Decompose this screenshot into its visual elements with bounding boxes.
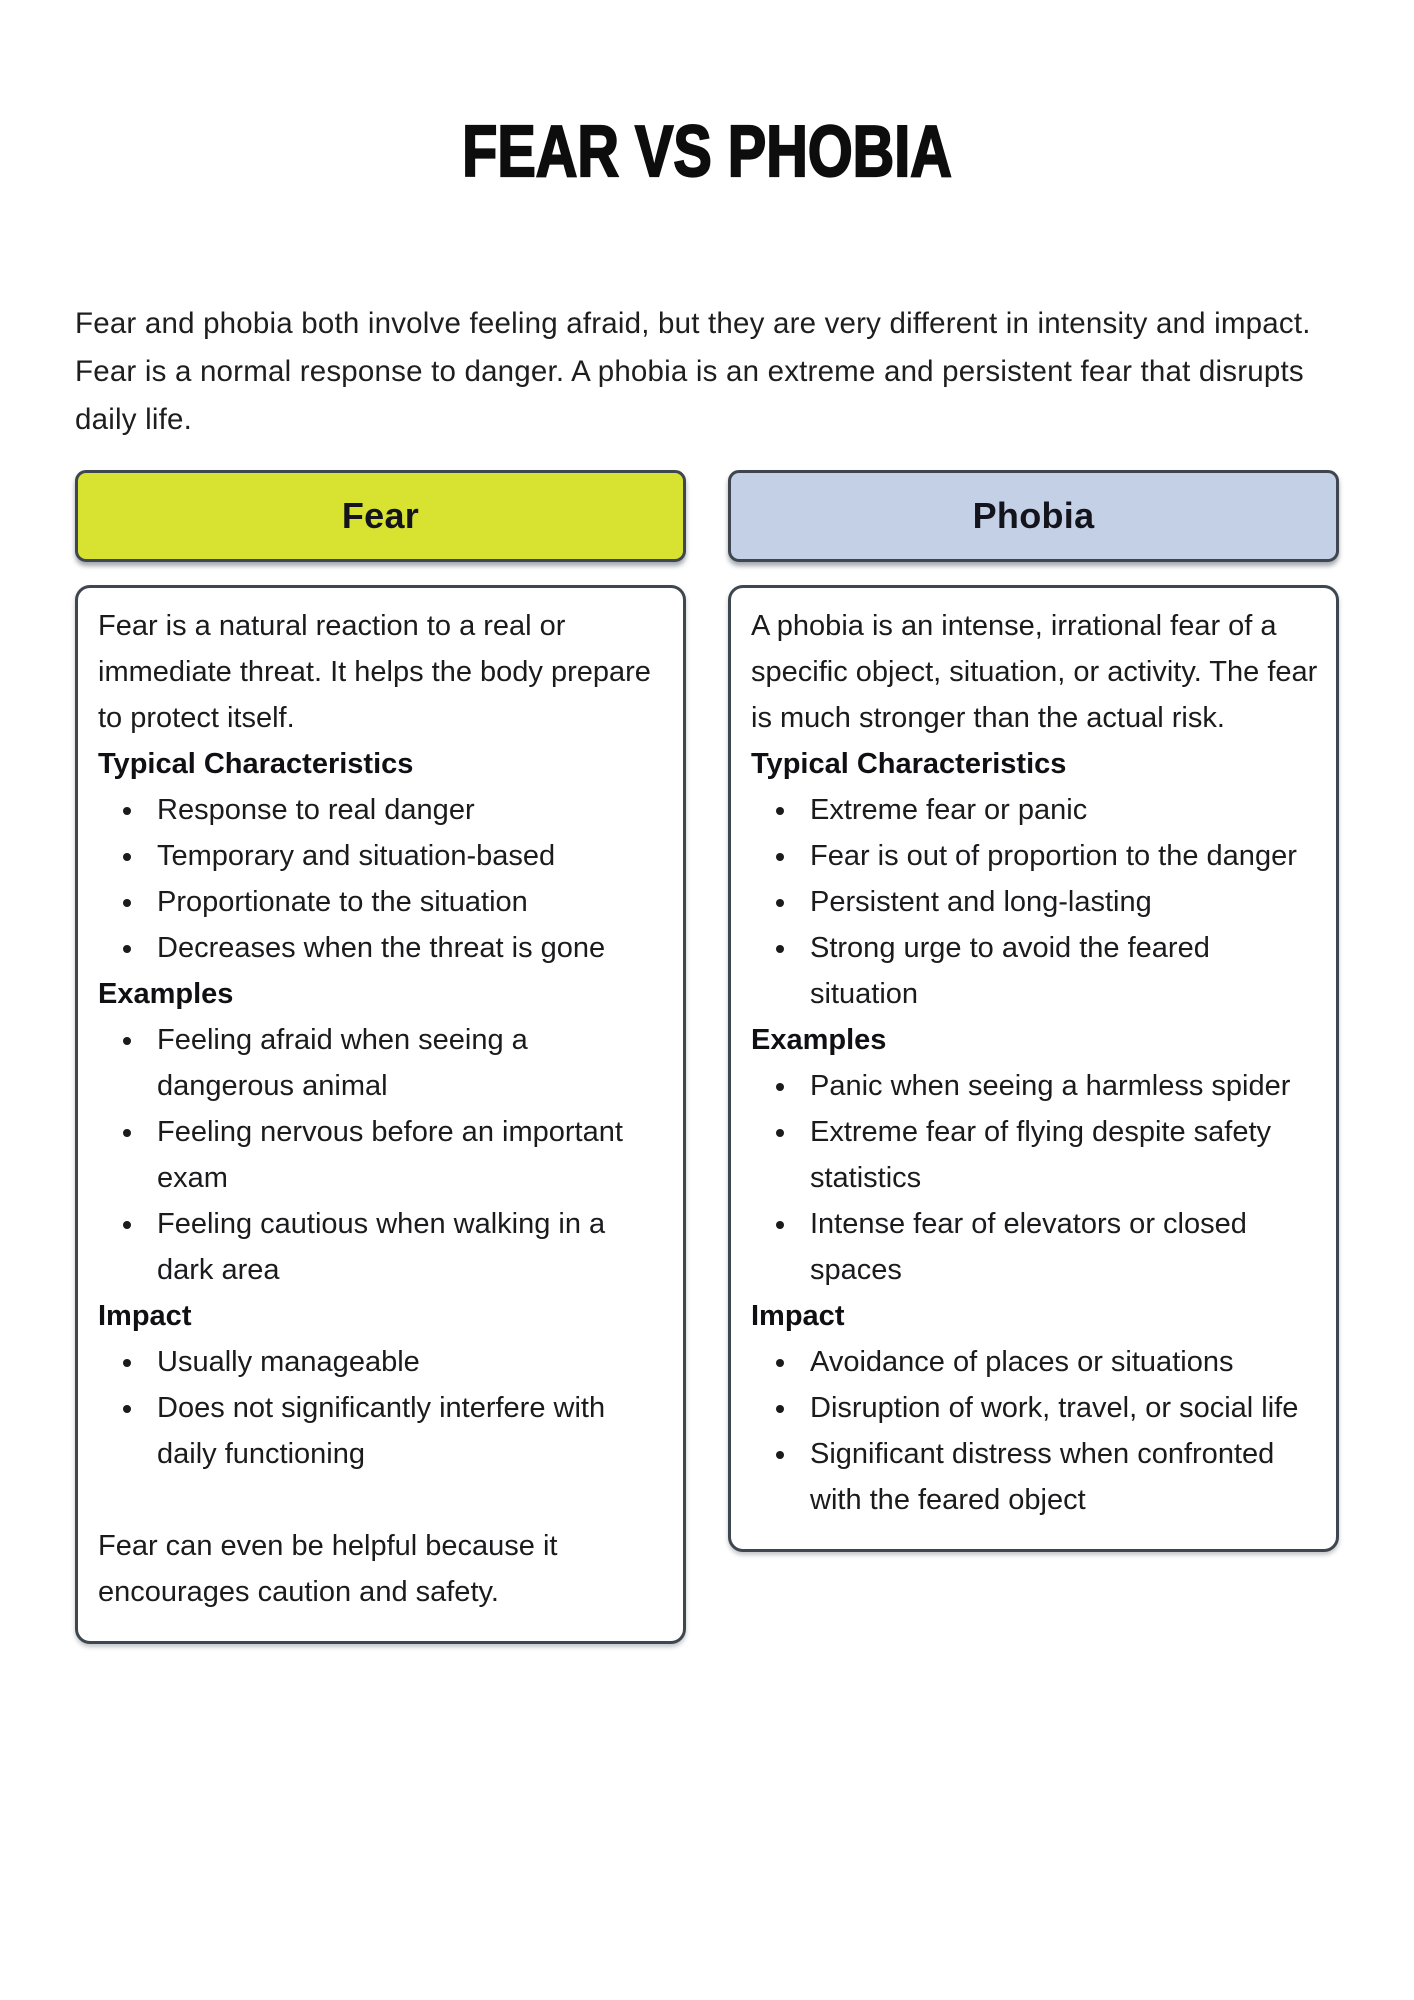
bullet-item: • Decreases when the threat is gone	[146, 925, 665, 971]
fear-closing-note: Fear can even be helpful because it encourages caution and safety.	[98, 1530, 558, 1608]
fear-section-heading: Examples	[98, 978, 234, 1010]
bullet-item: • Feeling afraid when seeing a dangerous animal	[146, 1017, 665, 1109]
phobia-header-label: Phobia	[972, 495, 1095, 536]
bullet-item: • Proportionate to the situation	[146, 879, 665, 925]
phobia-examples-list	[751, 1063, 1318, 1293]
bullet-item: • Persistent and long-lasting	[799, 879, 1318, 925]
bullet-item: • Strong urge to avoid the feared situation	[799, 925, 1318, 1017]
intro-paragraph: Fear and phobia both involve feeling afraid, but they are very different in intensity and impact. Fear is a normal response to danger. A phobia is an extreme and persistent fear that disrupts daily life.	[75, 307, 1311, 436]
phobia-body-box	[728, 585, 1339, 1552]
phobia-section-heading: Impact	[751, 1300, 845, 1332]
comparison-columns	[75, 470, 1339, 1644]
fear-section-heading: Typical Characteristics	[98, 748, 414, 780]
bullet-item: • Feeling nervous before an important exam	[146, 1109, 665, 1201]
fear-description: Fear is a natural reaction to a real or immediate threat. It helps the body prepare to protect itself.	[98, 610, 651, 734]
phobia-section-heading: Examples	[751, 1024, 887, 1056]
fear-header-label: Fear	[341, 495, 420, 536]
phobia-column	[728, 470, 1339, 1552]
bullet-item: • Disruption of work, travel, or social life	[799, 1385, 1318, 1431]
fear-impact-list	[98, 1339, 665, 1477]
bullet-item: • Feeling cautious when walking in a dark area	[146, 1201, 665, 1293]
phobia-header	[728, 470, 1339, 562]
page-title: FEAR VS PHOBIA	[462, 112, 952, 192]
bullet-item: • Panic when seeing a harmless spider	[799, 1063, 1318, 1109]
phobia-characteristics-list	[751, 787, 1318, 1017]
fear-section-heading: Impact	[98, 1300, 192, 1332]
bullet-item: • Intense fear of elevators or closed spaces	[799, 1201, 1318, 1293]
phobia-impact-list	[751, 1339, 1318, 1523]
bullet-item: • Significant distress when confronted with the feared object	[799, 1431, 1318, 1523]
bullet-item: • Response to real danger	[146, 787, 665, 833]
phobia-description: A phobia is an intense, irrational fear of a specific object, situation, or activity. The fear is much stronger than the actual risk.	[751, 610, 1318, 734]
fear-header	[75, 470, 686, 562]
bullet-item: • Usually manageable	[146, 1339, 665, 1385]
fear-body-box	[75, 585, 686, 1644]
bullet-item: • Extreme fear or panic	[799, 787, 1318, 833]
fear-examples-list	[98, 1017, 665, 1293]
bullet-item: • Extreme fear of flying despite safety statistics	[799, 1109, 1318, 1201]
fear-characteristics-list	[98, 787, 665, 971]
bullet-item: • Temporary and situation-based	[146, 833, 665, 879]
bullet-item: • Does not significantly interfere with daily functioning	[146, 1385, 665, 1477]
fear-column	[75, 470, 686, 1644]
bullet-item: • Avoidance of places or situations	[799, 1339, 1318, 1385]
phobia-section-heading: Typical Characteristics	[751, 748, 1067, 780]
bullet-item: • Fear is out of proportion to the danger	[799, 833, 1318, 879]
